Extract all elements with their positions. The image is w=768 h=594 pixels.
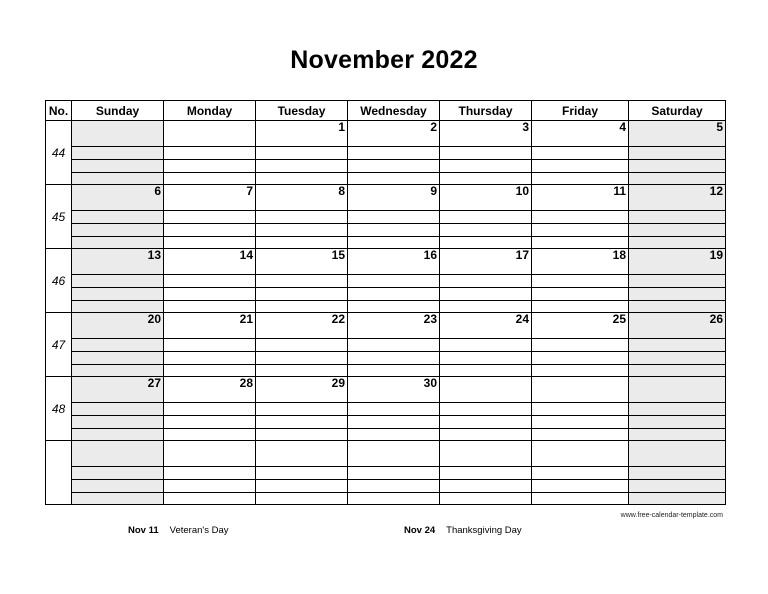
holiday-date: Nov 11 [128,525,159,536]
week-row [46,377,726,441]
note-lines [72,146,163,185]
day-cell-thursday[interactable] [440,313,532,377]
week-row [46,249,726,313]
note-lines [440,210,531,249]
note-lines [629,274,725,313]
note-lines [164,146,255,185]
day-cell-tuesday[interactable] [256,185,348,249]
note-lines [348,466,439,505]
note-lines [72,274,163,313]
note-lines [629,402,725,441]
day-cell-monday[interactable] [164,121,256,185]
note-lines [348,274,439,313]
day-number: 19 [709,248,723,262]
note-lines [348,146,439,185]
note-lines [72,210,163,249]
day-number: 16 [423,248,437,262]
day-number: 17 [515,248,529,262]
day-cell-monday[interactable] [164,313,256,377]
week-row [46,121,726,185]
day-number: 23 [423,312,437,326]
day-cell-thursday[interactable] [440,121,532,185]
note-lines [532,146,628,185]
note-lines [348,402,439,441]
day-cell-monday[interactable] [164,185,256,249]
day-number: 9 [430,184,437,198]
day-number: 7 [246,184,253,198]
day-cell-friday[interactable] [532,185,629,249]
day-cell-wednesday[interactable] [348,185,440,249]
day-cell-saturday[interactable] [629,249,726,313]
day-number: 10 [515,184,529,198]
day-number: 13 [147,248,161,262]
day-number: 1 [338,120,345,134]
note-lines [440,146,531,185]
day-cell-friday[interactable] [532,249,629,313]
day-cell-wednesday[interactable] [348,377,440,441]
week-number: 47 [46,313,72,377]
day-number: 14 [239,248,253,262]
note-lines [532,210,628,249]
day-header-saturday: Saturday [629,101,726,121]
header-row [46,101,726,121]
day-cell-tuesday[interactable] [256,441,348,505]
day-number: 6 [154,184,161,198]
day-cell-tuesday[interactable] [256,313,348,377]
page-title: November 2022 [290,46,478,74]
holiday-name: Veteran's Day [169,525,229,536]
day-number: 26 [709,312,723,326]
note-lines [256,274,347,313]
note-lines [532,402,628,441]
day-number: 15 [331,248,345,262]
note-lines [164,338,255,377]
holiday-note [404,525,522,536]
note-lines [629,210,725,249]
week-number: 44 [46,121,72,185]
day-number: 18 [612,248,626,262]
day-number: 2 [430,120,437,134]
day-cell-saturday[interactable] [629,121,726,185]
day-number: 29 [331,376,345,390]
note-lines [256,338,347,377]
holiday-date: Nov 24 [404,525,436,536]
day-number: 30 [423,376,437,390]
note-lines [256,466,347,505]
day-cell-thursday[interactable] [440,249,532,313]
day-cell-thursday[interactable] [440,377,532,441]
day-cell-sunday[interactable] [72,313,164,377]
day-cell-sunday[interactable] [72,441,164,505]
day-cell-wednesday[interactable] [348,249,440,313]
calendar-grid [45,100,726,505]
day-number: 28 [239,376,253,390]
day-cell-friday[interactable] [532,313,629,377]
note-lines [72,338,163,377]
note-lines [164,274,255,313]
note-lines [256,402,347,441]
day-cell-monday[interactable] [164,441,256,505]
note-lines [629,338,725,377]
week-row [46,185,726,249]
note-lines [440,466,531,505]
day-number: 4 [619,120,626,134]
note-lines [629,466,725,505]
day-cell-tuesday[interactable] [256,121,348,185]
day-cell-thursday[interactable] [440,441,532,505]
day-header-wednesday: Wednesday [348,101,440,121]
note-lines [532,466,628,505]
day-cell-friday[interactable] [532,377,629,441]
day-header-thursday: Thursday [440,101,532,121]
day-cell-saturday[interactable] [629,377,726,441]
note-lines [72,466,163,505]
footer-url: www.free-calendar-template.com [620,512,723,519]
note-lines [256,146,347,185]
day-cell-saturday[interactable] [629,185,726,249]
day-header-friday: Friday [532,101,629,121]
note-lines [440,338,531,377]
day-cell-saturday[interactable] [629,441,726,505]
day-number: 22 [331,312,345,326]
day-number: 8 [338,184,345,198]
note-lines [164,402,255,441]
note-lines [532,274,628,313]
day-cell-friday[interactable] [532,121,629,185]
day-cell-sunday[interactable] [72,377,164,441]
day-number: 21 [239,312,253,326]
day-cell-monday[interactable] [164,377,256,441]
day-cell-sunday[interactable] [72,121,164,185]
note-lines [629,146,725,185]
day-number: 3 [522,120,529,134]
day-cell-wednesday[interactable] [348,121,440,185]
day-header-sunday: Sunday [72,101,164,121]
note-lines [348,338,439,377]
day-cell-sunday[interactable] [72,185,164,249]
day-cell-thursday[interactable] [440,185,532,249]
holiday-note [128,525,229,536]
day-cell-monday[interactable] [164,249,256,313]
day-header-monday: Monday [164,101,256,121]
day-number: 27 [147,376,161,390]
holiday-name: Thanksgiving Day [446,525,522,536]
day-cell-tuesday[interactable] [256,249,348,313]
day-number: 25 [612,312,626,326]
day-number: 24 [515,312,529,326]
week-number-header: No. [46,101,72,121]
note-lines [164,466,255,505]
day-cell-tuesday[interactable] [256,377,348,441]
note-lines [440,274,531,313]
week-number: 45 [46,185,72,249]
day-cell-wednesday[interactable] [348,441,440,505]
week-row [46,441,726,505]
note-lines [348,210,439,249]
note-lines [440,402,531,441]
note-lines [256,210,347,249]
day-cell-sunday[interactable] [72,249,164,313]
day-number: 11 [613,184,626,198]
day-number: 20 [147,312,161,326]
day-cell-friday[interactable] [532,441,629,505]
week-row [46,313,726,377]
day-cell-wednesday[interactable] [348,313,440,377]
note-lines [164,210,255,249]
day-number: 12 [709,184,723,198]
note-lines [532,338,628,377]
day-cell-saturday[interactable] [629,313,726,377]
week-number: 48 [46,377,72,441]
week-number: 46 [46,249,72,313]
day-header-tuesday: Tuesday [256,101,348,121]
note-lines [72,402,163,441]
week-number [46,441,72,505]
day-number: 5 [716,120,723,134]
